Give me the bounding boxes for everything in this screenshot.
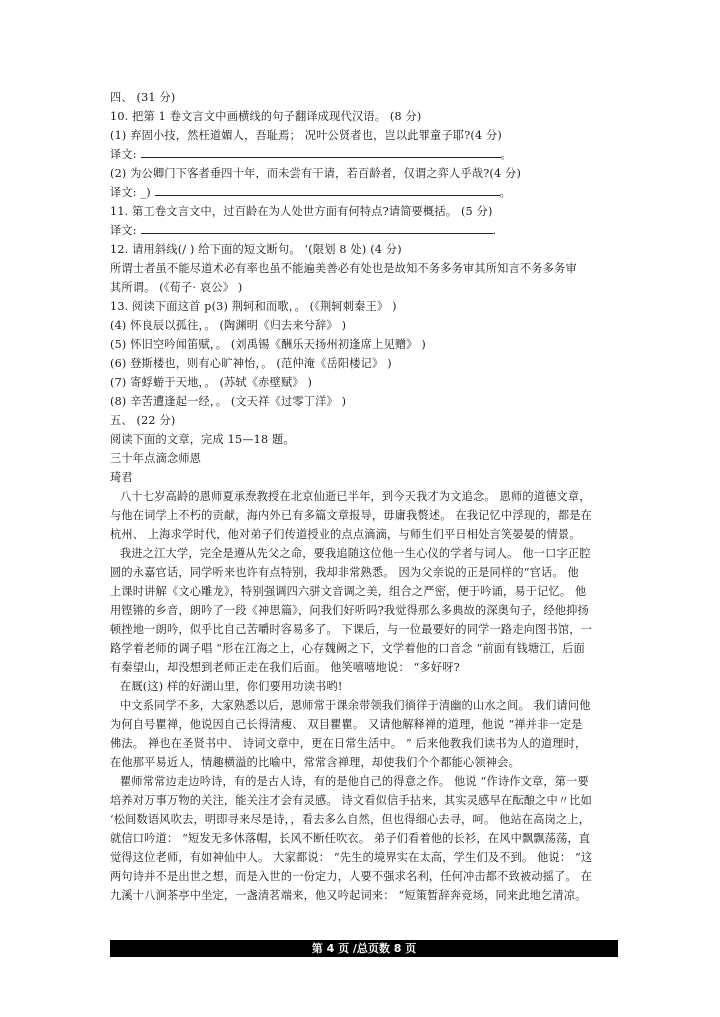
question-11: 11. 第工卷文言文中，过百龄在为人处世方面有何特点?请简要概括。 (5 分) xyxy=(110,205,493,218)
article-line: 顿挫地一朗吟，似乎比自己苦嚼时容易多了。 下课后，与一位最要好的同学一路走向图书馆，一 xyxy=(110,623,593,636)
answer-line-2: 译文: _) 。 xyxy=(110,186,512,199)
question-13: 13. 阅读下面这首 p(3) 荆轲和而歌，。 (《荆轲刺秦王》 ) xyxy=(110,300,397,313)
article-line: 为何自号瞿禅，他说因自己长得清瘦、 双目瞿瞿。 又请他解释禅的道理，他说 “禅并非一定是 xyxy=(110,718,583,731)
question-13-7: (7) 寄蜉蝣于天地，。 (苏轼《赤壁赋》 ) xyxy=(110,376,313,389)
answer-blank xyxy=(155,184,500,196)
answer-line-1: 译文: 。 xyxy=(110,148,512,161)
article-line: 在厩(这) 样的好湖山里，你们要用功读书哟! xyxy=(120,680,343,693)
article-line: 在他那平易近人，情趣横溢的比喻中，常常含禅理，却使我们个个都能心领神会。 xyxy=(110,756,520,769)
article-line: 杭州、 上海求学时代，他对弟子们传道授业的点点滴滴，与师生们平日相处言笑晏晏的情景。 xyxy=(110,528,581,541)
article-line: 用铿锵的乡音，朗吟了一段《神思篇》，问我们好听吗?我觉得那么多典故的深奥句子，经他抑扬 xyxy=(110,604,589,617)
reading-instruction: 阅读下面的文章，完成 15—18 题。 xyxy=(110,433,295,446)
answer-blank xyxy=(141,146,501,158)
section-4-heading: 四、 (31 分) xyxy=(110,91,176,104)
article-line: 我进之江大学，完全是遵从先父之命，要我追随这位他一生心仪的学者与词人。 他一口字正腔 xyxy=(120,547,591,560)
article-line: 佛法。 禅也在圣贤书中、 诗词文章中，更在日常生活中。 ” 后来他教我们读书为人的道理时， xyxy=(110,737,587,750)
question-10: 10. 把第 1 卷文言文中画横线的句子翻译成现代汉语。 (8 分) xyxy=(110,110,422,123)
question-10-1: (1) 弃固小技，然枉道媚人，吾耻焉； 况叶公贤者也，岂以此罪童子耶?(4 分) xyxy=(110,129,502,142)
article-line: 路学着老师的调子唱 “形在江海之上，心存魏阙之下，文学着他的口音念 “前面有钱塘江，后面 xyxy=(110,642,585,655)
section-5-heading: 五、 (22 分) xyxy=(110,414,176,427)
question-12: 12. 请用斜线(/ ) 给下面的短文断句。 ‘(限划 8 处) (4 分) xyxy=(110,243,402,256)
article-line: 与他在词学上不朽的贡献，海内外已有多篇文章报导，毋庸我赘述。 在我记忆中浮现的，都是在 xyxy=(110,509,593,522)
article-line: 有秦望山，却没想到老师正走在我们后面。 他笑嘻嘻地说： “多好呀? xyxy=(110,661,460,674)
article-line: ‘松间数语风吹去，明即寻来尽是诗，，看去多么自然，但也得细心去寻，呵。 他站在高岗之上， xyxy=(110,813,591,826)
question-13-8: (8) 辛苦遭逢起一经，。 (文天祥《过零丁洋》 ) xyxy=(110,395,347,408)
question-13-4: (4) 怀良辰以孤往，。 (陶渊明《归去来兮辞》 ) xyxy=(110,319,347,332)
question-13-5: (5) 怀旧空吟闻笛赋，。 (刘禹锡《酬乐天扬州初逢席上见赠》 ) xyxy=(110,338,426,351)
article-title: 三十年点滴念师恩 xyxy=(110,452,202,465)
question-10-2: (2) 为公卿门下客者垂四十年，而未尝有干请，若百龄者，仅谓之弈人乎哉?(4 分) xyxy=(110,167,522,180)
document-body xyxy=(110,88,618,905)
question-13-6: (6) 登斯楼也，则有心旷神怡，。 (范仲淹《岳阳楼记》 ) xyxy=(110,357,392,370)
article-line: 八十七岁高龄的恩师夏承焘教授在北京仙逝已半年，到今天我才为文追念。 恩师的道德文章， xyxy=(120,490,591,503)
article-line: 两句诗并不是出世之想，而是入世的一份定力，人要不强求名利，任何冲击都不致被动摇了。 在 xyxy=(110,870,593,883)
article-line: 培养对万事万物的关注，能关注才会有灵感。 诗文看似信手拈来，其实灵感早在酝酿之中〃比如 xyxy=(110,794,593,807)
article-line: 九溪十八涧茶亭中坐定，一盏清茗端来，他又吟起词来： “短策暂辞奔竞场，同来此地乞清凉。 xyxy=(110,889,587,902)
passage-12-line1: 所谓士者虽不能尽道术必有率也虽不能遍美善必有处也是故知不务多务审其所知言不务多务审 xyxy=(110,262,577,275)
article-author: 琦君 xyxy=(110,471,133,484)
answer-line-3: 译文: . xyxy=(110,224,497,237)
article-line: 上课时讲解《文心雕龙》，特别强调四六骈文音调之美，组合之严密，便于吟诵，易于记忆。 他 xyxy=(110,585,587,598)
page-footer: 第 4 页 /总页数 8 页 xyxy=(110,940,618,957)
article-line: 中文系同学不多，大家熟悉以后，恩师常于课余带领我们徜徉于清幽的山水之间。 我们请问他 xyxy=(120,699,591,712)
article-line: 瞿师常常边走边吟诗，有的是古人诗，有的是他自己的得意之作。 他说 “作诗作文章，第一要 xyxy=(120,775,589,788)
passage-12-line2: 其所谓。 (《荀子· 哀公》 ) xyxy=(110,281,243,294)
article-line: 就信口吟道： “短发无多休落帽，长风不断任吹衣。 弟子们看着他的长衫，在风中飘飘荡荡，直 xyxy=(110,832,591,845)
article-line: 觉得这位老师，有如神仙中人。 大家都说： “先生的境界实在太高，学生们及不到。 他说： “这 xyxy=(110,851,593,864)
answer-blank xyxy=(141,222,493,234)
article-line: 圆的永嘉官话，同学听来也许有点特别，我却非常熟悉。 因为父亲说的正是同样的“官话。 他 xyxy=(110,566,579,579)
